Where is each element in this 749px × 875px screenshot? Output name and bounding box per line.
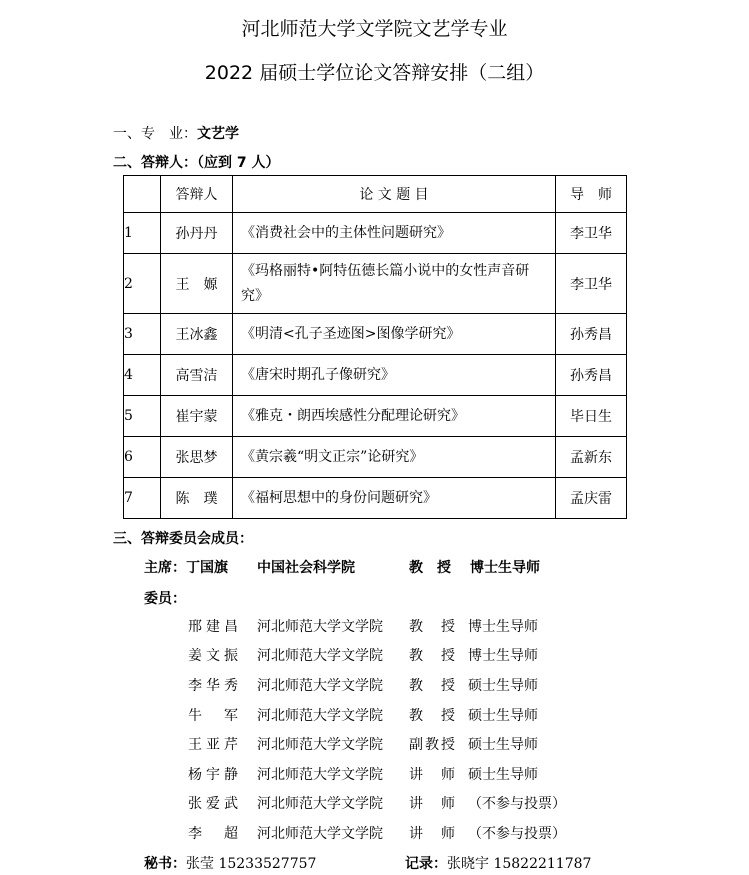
row-title: 《唐宋时期孔子像研究》: [233, 355, 556, 396]
member-org: 河北师范大学文学院: [257, 619, 383, 635]
member-role: 硕士生导师: [468, 767, 538, 783]
header-name: 答辩人: [161, 176, 233, 213]
member-role: （不参与投票）: [468, 796, 566, 812]
row-num: 7: [124, 478, 161, 519]
member-role: 硕士生导师: [468, 708, 538, 724]
row-title: 《消费社会中的主体性问题研究》: [233, 213, 556, 254]
member-name: 李超: [188, 826, 238, 842]
member-org: 河北师范大学文学院: [257, 708, 383, 724]
row-name: 王 嫄: [161, 254, 233, 314]
row-advisor: 孟新东: [556, 437, 627, 478]
chair-label: 主席：丁国旗: [144, 560, 228, 576]
table-row: [124, 355, 627, 396]
row-name: 张思梦: [161, 437, 233, 478]
header-num: [124, 176, 161, 213]
member-name: 李华秀: [188, 678, 238, 694]
row-num: 4: [124, 355, 161, 396]
row-title: 《明清<孔子圣迹图>图像学研究》: [233, 314, 556, 355]
chair-role: 博士生导师: [470, 560, 540, 576]
section-major: [113, 123, 239, 143]
member-rank: 教授: [409, 619, 455, 635]
row-num: 2: [124, 254, 161, 314]
member-role: 硕士生导师: [468, 678, 538, 694]
member-org: 河北师范大学文学院: [257, 767, 383, 783]
member-rank: 副教授: [409, 737, 455, 753]
member-rank: 讲师: [409, 826, 455, 842]
row-title: 《黄宗羲“明文正宗”论研究》: [233, 437, 556, 478]
member-org: 河北师范大学文学院: [257, 648, 383, 664]
member-name: 张爱武: [188, 796, 238, 812]
row-advisor: 李卫华: [556, 254, 627, 314]
row-advisor: 孙秀昌: [556, 355, 627, 396]
secretary-value: 张莹 15233527757: [186, 856, 317, 872]
doc-title-line1: 河北师范大学文学院文艺学专业: [241, 18, 508, 40]
row-title: 《玛格丽特•阿特伍德长篇小说中的女性声音研究》: [233, 254, 556, 314]
defense-table: [123, 175, 627, 519]
member-rank: 讲师: [409, 767, 455, 783]
row-title: 《雅克・朗西埃感性分配理论研究》: [233, 396, 556, 437]
row-name: 崔宇蒙: [161, 396, 233, 437]
member-role: 硕士生导师: [468, 737, 538, 753]
row-num: 1: [124, 213, 161, 254]
section-major-value: 文艺学: [197, 126, 239, 142]
row-advisor: 毕日生: [556, 396, 627, 437]
member-name: 王亚芹: [188, 737, 238, 753]
member-name: 邢建昌: [188, 619, 238, 635]
section-major-label: 一、专 业：: [113, 126, 197, 142]
member-rank: 教授: [409, 708, 455, 724]
table-row: [124, 314, 627, 355]
secretary: [144, 853, 316, 873]
member-org: 河北师范大学文学院: [257, 678, 383, 694]
row-num: 6: [124, 437, 161, 478]
row-num: 5: [124, 396, 161, 437]
section-candidates: 二、答辩人：（应到 7 人）: [113, 155, 280, 171]
table-row: [124, 437, 627, 478]
member-org: 河北师范大学文学院: [257, 826, 383, 842]
member-role: （不参与投票）: [468, 826, 566, 842]
row-advisor: 李卫华: [556, 213, 627, 254]
row-num: 3: [124, 314, 161, 355]
row-name: 高雪洁: [161, 355, 233, 396]
members-label: 委员：: [144, 591, 186, 607]
secretary-label: 秘书：: [144, 856, 186, 872]
table-row: [124, 478, 627, 519]
member-rank: 教授: [409, 678, 455, 694]
member-rank: 讲师: [409, 796, 455, 812]
member-role: 博士生导师: [468, 648, 538, 664]
row-title: 《福柯思想中的身份问题研究》: [233, 478, 556, 519]
table-row: [124, 396, 627, 437]
chair-rank: 教 授: [409, 560, 451, 576]
chair-org: 中国社会科学院: [257, 560, 355, 576]
member-name: 牛军: [188, 708, 238, 724]
recorder: [405, 853, 591, 873]
member-name: 姜文振: [188, 648, 238, 664]
recorder-label: 记录：: [405, 856, 447, 872]
header-advisor: 导 师: [556, 176, 627, 213]
row-name: 陈 璞: [161, 478, 233, 519]
member-rank: 教授: [409, 648, 455, 664]
row-advisor: 孟庆雷: [556, 478, 627, 519]
recorder-value: 张晓宇 15822211787: [447, 856, 592, 872]
table-header-row: [124, 176, 627, 213]
member-role: 博士生导师: [468, 619, 538, 635]
row-name: 王冰鑫: [161, 314, 233, 355]
header-title: 论 文 题 目: [233, 176, 556, 213]
member-org: 河北师范大学文学院: [257, 796, 383, 812]
table-row: [124, 254, 627, 314]
doc-title-line2: 2022 届硕士学位论文答辩安排（二组）: [204, 62, 545, 84]
member-org: 河北师范大学文学院: [257, 737, 383, 753]
row-name: 孙丹丹: [161, 213, 233, 254]
member-name: 杨宇静: [188, 767, 238, 783]
row-advisor: 孙秀昌: [556, 314, 627, 355]
section-committee: 三、答辩委员会成员：: [113, 531, 253, 547]
table-row: [124, 213, 627, 254]
